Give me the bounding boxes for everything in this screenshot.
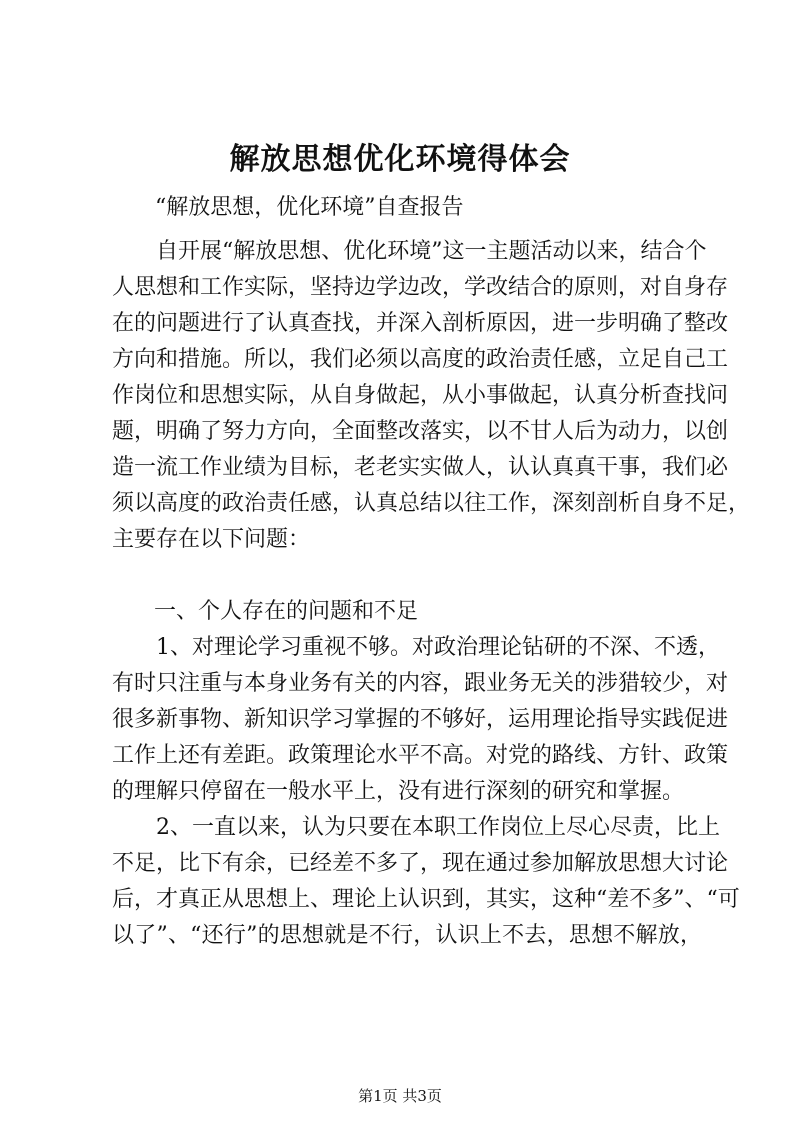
paragraph-line: 主要存在以下问题： [112, 527, 311, 552]
paragraph-item-1 [112, 630, 729, 810]
document-subtitle: “解放思想，优化环境”自查报告 [155, 195, 464, 220]
paragraph-line: 很多新事物、新知识学习掌握的不够好，运用理论指导实践促进 [112, 707, 729, 732]
paragraph-line: 题，明确了努力方向，全面整改落实，以不甘人后为动力，以创 [112, 419, 729, 444]
paragraph-line: 2、一直以来，认为只要在本职工作岗位上尽心尽责，比上 [156, 815, 720, 840]
paragraph-line: 有时只注重与本身业务有关的内容，跟业务无关的涉猎较少，对 [112, 671, 729, 696]
paragraph-intro [112, 234, 751, 558]
paragraph-line: 作岗位和思想实际，从自身做起，从小事做起，认真分析查找问 [112, 383, 729, 408]
paragraph-line: 造一流工作业绩为目标，老老实实做人，认认真真干事，我们必 [112, 455, 729, 480]
paragraph-line: 自开展“解放思想、优化环境”这一主题活动以来，结合个 [156, 239, 707, 264]
paragraph-line: 工作上还有差距。政策理论水平不高。对党的路线、方针、政策 [112, 743, 729, 768]
paragraph-line: 在的问题进行了认真查找，并深入剖析原因，进一步明确了整改 [112, 311, 729, 336]
section-heading: 一、个人存在的问题和不足 [154, 599, 419, 624]
paragraph-line: 方向和措施。所以，我们必须以高度的政治责任感，立足自己工 [112, 347, 729, 372]
paragraph-line: 人思想和工作实际，坚持边学边改，学改结合的原则，对自身存 [112, 275, 729, 300]
paragraph-line: 以了”、“还行”的思想就是不行，认识上不去，思想不解放， [112, 923, 702, 948]
paragraph-line: 不足，比下有余，已经差不多了，现在通过参加解放思想大讨论 [112, 851, 729, 876]
paragraph-item-2 [112, 810, 740, 954]
document-title: 解放思想优化环境得体会 [229, 142, 571, 177]
paragraph-line: 须以高度的政治责任感，认真总结以往工作，深刻剖析自身不足， [112, 491, 751, 516]
paragraph-line: 的理解只停留在一般水平上，没有进行深刻的研究和掌握。 [112, 779, 685, 804]
paragraph-line: 1、对理论学习重视不够。对政治理论钻研的不深、不透， [156, 635, 720, 660]
page-number-footer: 第1页 共3页 [358, 1087, 442, 1105]
paragraph-line: 后，才真正从思想上、理论上认识到，其实，这种“差不多”、“可 [112, 887, 740, 912]
